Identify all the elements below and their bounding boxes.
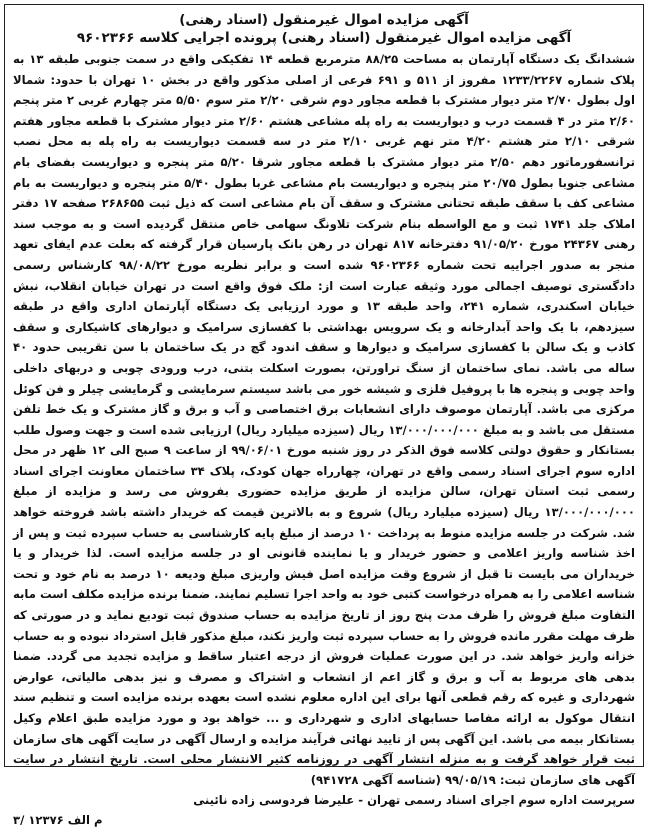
notice-title: آگهی مزایده اموال غیرمنقول (اسناد رهنی) (179, 12, 469, 28)
notice-signature: سرپرست اداره سوم اجرای اسناد رسمی تهران - علیرضا فردوسی زاده نائینی (193, 793, 635, 808)
notice-subtitle: آگهی مزایده اموال غیرمنقول (اسناد رهنی) پرونده اجرایی کلاسه ۹۶۰۲۳۶۶ (76, 30, 572, 46)
notice-body: ششدانگ یک دستگاه آپارتمان به مساحت ۸۸/۲۵ مترمربع قطعه ۱۴ تفکیکی واقع در سمت جنوبی طبقه ۱۳ به پلاک شماره ۱۲۳۳/۲۲۶۷ مفروز از ۵۱۱ و ۶۹۱ فرعی از اصلی مذکور واقع در بخش ۱۰ تهران با حدود: شمالا اول بطول ۲/۷۰ متر دیوار مشترک با قطعه مجاور دوم شرقی ۲/۲۰ متر سوم ۵/۵۰ متر چهارم غربی ۲ متر پنجم ۲/۶۰ متر در ۴ قسمت درب و دیواریست به راه پله مشاعی هشتم ۲/۶۰ متر دیوار مشترک با قطعه مجاور هفتم شرقی ۲/۱۰ متر هشتم ۴/۲۰ متر نهم غربی ۲/۱۰ متر در سه قسمت دیواریست به راه پله به محل نصب ترانسفورماتور دهم ۲/۵۰ متر دیوار مشترک با قطعه مجاور شرقا ۵/۲۰ متر پنجره و دیواریست بفضای بام مشاعی جنوبا بطول ۲۰/۷۵ متر پنجره و دیواریست بام مشاعی غربا بطول ۵/۴۰ متر پنجره و دیواریست به بام مشاعی کف با سقف طبقه تحتانی مشترک و سقف آن بام مشاعی است که ذیل ثبت ۲۶۸۶۵۵ صفحه ۱۷ دفتر املاک جلد ۱۷۴۱ ثبت و مع الواسطه بنام شرکت تلاونگ سهامی خاص منتقل گردیده است و به موجب سند رهنی ۲۴۳۶۷ مورخ ۹۱/۰۵/۲۰ دفترخانه ۸۱۷ تهران در رهن بانک پارسیان قرار گرفته که بعلت عدم ایفای تعهد منجر به صدور اجراییه تحت شماره ۹۶۰۲۳۶۶ شده است و برابر نظریه مورخ ۹۸/۰۸/۲۲ کارشناس رسمی دادگستری توصیف اجمالی مورد وثیقه عبارت است از: ملک فوق واقع است در تهران خیابان انقلاب، نبش خیابان اسکندری، شماره ۲۴۱، واحد طبقه ۱۳ و مورد ارزیابی یک دستگاه آپارتمان اداری واقع در طبقه سیزدهم، با یک واحد آبدارخانه و یک سرویس بهداشتی با کفسازی سرامیک و دیوارهای کاشیکاری و سقف کاذب و یک سالن با کفسازی سرامیک و دیوارها و سقف اندود گچ در یک ساختمان با سن تقریبی حدود ۴۰ ساله می باشد. نمای ساختمان از سنگ تراورتن، بصورت اسکلت بتنی، درب ورودی چوبی و دربهای داخلی واحد چوبی و پنجره ها با پروفیل فلزی و شیشه خور می باشد سیستم سرمایشی و گرمایشی چیلر و فن کوئل مرکزی می باشد. آپارتمان موصوف دارای انشعابات برق اختصاصی و آب و برق و گاز مشترک و یک خط تلفن مستقل می باشد و به مبلغ ۱۳/۰۰۰/۰۰۰/۰۰۰ ریال (سیزده میلیارد ریال) ارزیابی شده است و جهت وصول طلب بستانکار و حقوق دولتی کلاسه فوق الذکر در روز شنبه مورخ ۹۹/۰۶/۰۱ از ساعت ۹ صبح الی ۱۲ ظهر در محل اداره سوم اجرای اسناد رسمی واقع در تهران، چهارراه جهان کودک، پلاک ۳۴ ساختمان معاونت اجرای اسناد رسمی ثبت استان تهران، سالن مزایده از طریق مزایده حضوری بفروش می رسد و مزایده از مبلغ ۱۳/۰۰۰/۰۰۰/۰۰۰ ریال (سیزده میلیارد ریال) شروع و به بالاترین قیمت که خریدار داشته باشد فروخته خواهد شد. شرکت در جلسه مزایده منوط به پرداخت ۱۰ درصد از مبلغ پایه کارشناسی به حساب سپرده ثبت و پس از اخذ شناسه واریز اعلامی و حضور خریدار و یا نماینده قانونی او در جلسه مزایده است. لذا خریدار و یا خریداران می بایست تا قبل از شروع وقت مزایده اصل فیش واریزی مبلغ ودیعه ۱۰ درصد به نام خود و تحت شناسه اعلامی را به همراه درخواست کتبی خود به واحد اجرا تسلیم نمایند. ضمنا برنده مزایده مکلف است مابه التفاوت مبلغ فروش را ظرف مدت پنج روز از تاریخ مزایده به حساب صندوق ثبت تودیع نماید و در صورتی که ظرف مهلت مقرر مانده فروش را به حساب سپرده ثبت واریز نکند، مبلغ مذکور قابل استرداد نبوده و به حساب خزانه واریز خواهد شد. در این صورت عملیات فروش از درجه اعتبار ساقط و مزایده تجدید می گردد. ضمنا بدهی های مربوط به آب و برق و گاز اعم از انشعاب و اشتراک و مصرف و نیز بدهی مالیاتی، عوارض شهرداری و غیره که رقم قطعی آنها برای این اداره معلوم نشده است بعهده برنده مزایده است و تنظیم سند انتقال موکول به ارائه مفاصا حسابهای اداری و شهرداری و ... خواهد بود و مورد مزایده طبق اعلام وکیل بستانکار بیمه می باشد. این آگهی پس از تایید نهائی فرآیند مزایده و ارسال آگهی در سایت آگهی های سازمان ثبت قرار خواهد گرفت و به منزله انتشار آگهی در روزنامه کثیر الانتشار محلی است. تاریخ انتشار در سایت آگهی های سازمان ثبت: ۹۹/۰۵/۱۹ (شناسه آگهی ۹۴۱۷۲۸) (13, 52, 636, 787)
notice-reference: م الف ۱۲۳۷۶ /۳ (13, 813, 103, 828)
auction-notice (4, 4, 644, 828)
